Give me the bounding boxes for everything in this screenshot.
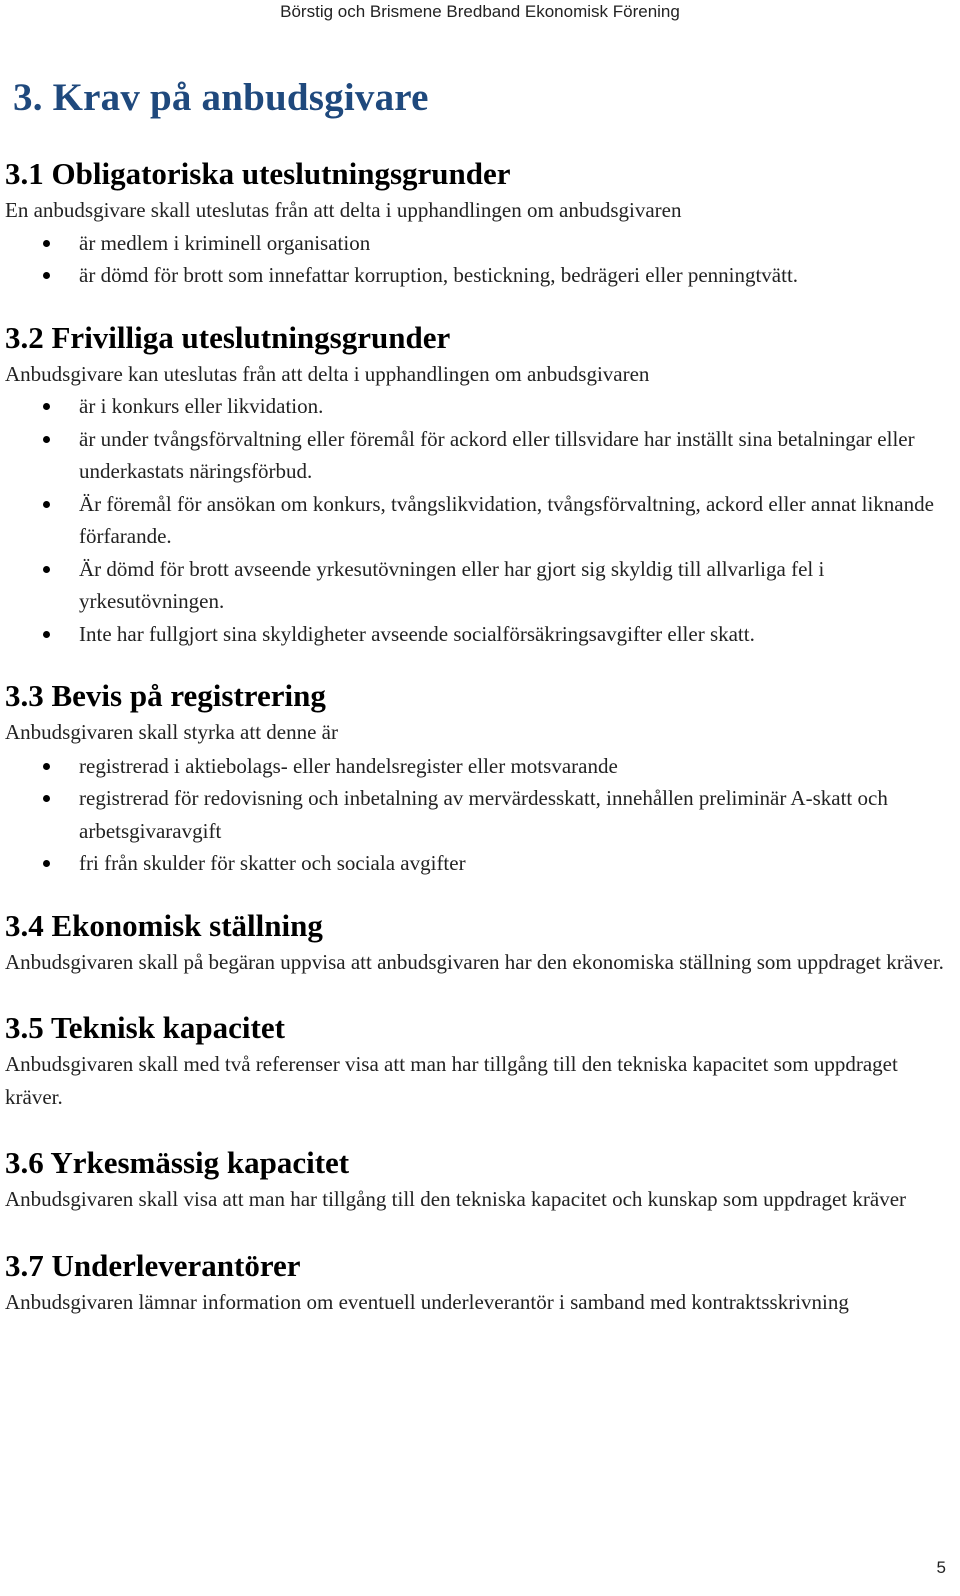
bullet-icon [43, 566, 50, 573]
list-item: Är dömd för brott avseende yrkesutövningen eller har gjort sig skyldig till allvarliga fel i yrkesutövningen. [5, 553, 955, 618]
bullet-icon [43, 860, 50, 867]
page-number: 5 [936, 1558, 946, 1577]
bullet-list-3-1 [5, 227, 955, 292]
list-item: registrerad för redovisning och inbetalning av mervärdesskatt, innehållen preliminär A-skatt och arbetsgivaravgift [5, 782, 955, 847]
bullet-icon [43, 631, 50, 638]
bullet-icon [43, 763, 50, 770]
list-item: Är föremål för ansökan om konkurs, tvångslikvidation, tvångsförvaltning, ackord eller annat liknande förfarande. [5, 488, 955, 553]
list-item: Inte har fullgjort sina skyldigheter avseende socialförsäkringsavgifter eller skatt. [5, 618, 955, 651]
bullet-icon [43, 272, 50, 279]
section-heading-3-3: 3.3 Bevis på registrering [5, 678, 326, 713]
chapter-title: 3. Krav på anbudsgivare [13, 76, 429, 119]
bullet-icon [43, 795, 50, 802]
bullet-icon [43, 403, 50, 410]
section-intro-3-6: Anbudsgivaren skall visa att man har tillgång till den tekniska kapacitet och kunskap som uppdraget kräver [5, 1187, 907, 1211]
bullet-list-3-3 [5, 750, 955, 880]
list-item: registrerad i aktiebolags- eller handelsregister eller motsvarande [5, 750, 955, 783]
bullet-icon [43, 240, 50, 247]
document-body [5, 70, 955, 1318]
section-intro-3-5: Anbudsgivaren skall med två referenser visa att man har tillgång till den tekniska kapacitet som uppdraget kräver. [5, 1052, 898, 1109]
section-intro-3-3: Anbudsgivaren skall styrka att denne är [5, 720, 338, 744]
section-heading-3-4: 3.4 Ekonomisk ställning [5, 907, 323, 943]
section-intro-3-4: Anbudsgivaren skall på begäran uppvisa att anbudsgivaren har den ekonomiska ställning som uppdraget kräver. [5, 949, 944, 974]
header-title: Börstig och Brismene Bredband Ekonomisk Förening [280, 2, 680, 21]
bullet-icon [43, 436, 50, 443]
section-heading-3-7: 3.7 Underleverantörer [5, 1247, 301, 1283]
list-item: är medlem i kriminell organisation [5, 227, 955, 260]
section-intro-3-7: Anbudsgivaren lämnar information om eventuell underleverantör i samband med kontraktsskrivning [5, 1289, 849, 1314]
section-heading-3-2: 3.2 Frivilliga uteslutningsgrunder [5, 319, 451, 355]
list-item: är dömd för brott som innefattar korruption, bestickning, bedrägeri eller penningtvätt. [5, 259, 955, 292]
section-heading-3-6: 3.6 Yrkesmässig kapacitet [5, 1145, 350, 1180]
section-intro-3-2: Anbudsgivare kan uteslutas från att delta i upphandlingen om anbudsgivaren [5, 361, 650, 386]
bullet-list-3-2 [5, 390, 955, 650]
section-heading-3-5: 3.5 Teknisk kapacitet [5, 1010, 285, 1045]
list-item: är under tvångsförvaltning eller föremål för ackord eller tillsvidare har inställt sina betalningar eller underkastats näringsförbud. [5, 423, 955, 488]
page-header [0, 0, 960, 24]
section-intro-3-1: En anbudsgivare skall uteslutas från att delta i upphandlingen om anbudsgivaren [5, 198, 682, 222]
section-heading-3-1: 3.1 Obligatoriska uteslutningsgrunder [5, 156, 511, 191]
list-item: är i konkurs eller likvidation. [5, 390, 955, 423]
list-item: fri från skulder för skatter och sociala avgifter [5, 847, 955, 880]
bullet-icon [43, 501, 50, 508]
